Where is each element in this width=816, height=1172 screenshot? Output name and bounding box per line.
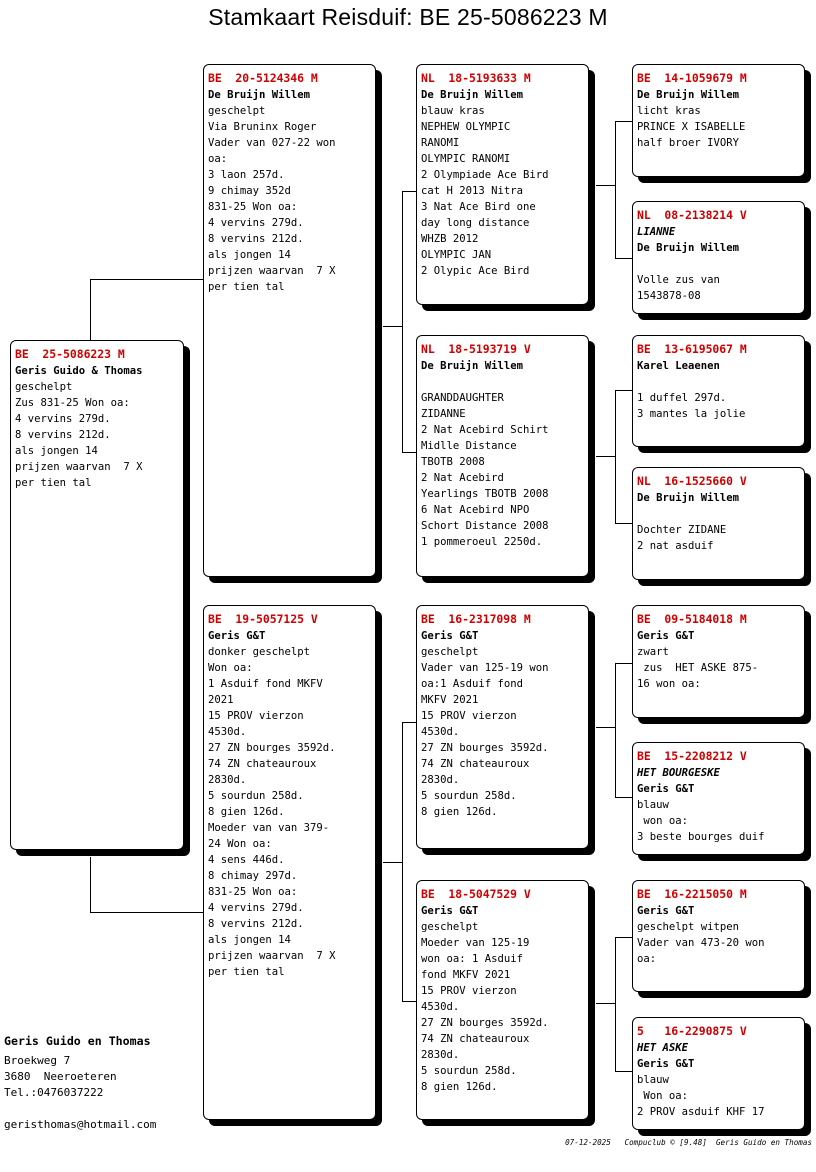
ring-number: 5 16-2290875 V [637,1024,747,1038]
info-line: geschelpt [15,381,73,393]
owner-name: Geris G&T [208,630,266,642]
info-line: 4530d. [208,726,247,738]
connector-line [402,1001,417,1002]
owner-name: De Bruijn Willem [421,360,524,372]
pigeon-card-mother[interactable] [203,605,376,1120]
info-line: blauw kras [421,105,485,117]
info-line: 3 Nat Ace Bird one [421,201,536,213]
info-line: 831-25 Won oa: [208,201,298,213]
info-line: 8 chimay 297d. [208,870,298,882]
info-line: Won oa: [208,662,253,674]
info-line: 6 Nat Acebird NPO [421,504,530,516]
info-line: 2 PROV asduif KHF 17 [637,1106,765,1118]
ring-number: BE 14-1059679 M [637,71,747,85]
info-line: 2830d. [421,774,460,786]
info-line: 8 vervins 212d. [208,918,304,930]
pigeon-card-father-father[interactable] [416,64,589,305]
info-line: 4 vervins 279d. [208,217,304,229]
info-line: 16 won oa: [637,678,701,690]
info-line: Yearlings TBOTB 2008 [421,488,549,500]
ring-number: NL 08-2138214 V [637,208,747,222]
info-line: 2 Nat Acebird Schirt [421,424,549,436]
connector-line [615,523,632,524]
info-line: 1 pommeroeul 2250d. [421,536,543,548]
info-line: 3 beste bourges duif [637,831,765,843]
info-line: Vader van 473-20 won [637,937,765,949]
info-line: 15 PROV vierzon [208,710,304,722]
connector-line [615,258,632,259]
info-line: licht kras [637,105,701,117]
info-line: 8 gien 126d. [421,1081,498,1093]
info-line: 4 vervins 279d. [15,413,111,425]
ring-number: BE 18-5047529 V [421,887,531,901]
pigeon-name: HET BOURGESKE [637,767,720,779]
connector-line [615,1071,632,1072]
pigeon-card-mmm[interactable] [632,1017,805,1130]
footer-credit: 07-12-2025 Compuclub © [9.48] Geris Guido en Thomas [565,1138,812,1147]
info-line: WHZB 2012 [421,233,479,245]
pigeon-card-fff[interactable] [632,64,805,177]
ring-number: BE 15-2208212 V [637,749,747,763]
info-line: 8 gien 126d. [208,806,285,818]
owner-name: Karel Leaenen [637,360,720,372]
pigeon-card-mfm[interactable] [632,742,805,855]
info-line: als jongen 14 [15,445,98,457]
info-line: day long distance [421,217,530,229]
connector-line [90,279,91,340]
info-line: OLYMPIC RANOMI [421,153,511,165]
connector-line [615,390,632,391]
connector-line [402,722,403,1001]
info-line: 15 PROV vierzon [421,710,517,722]
ring-number: BE 13-6195067 M [637,342,747,356]
info-line: per tien tal [15,477,92,489]
info-line: zus HET ASKE 875- [637,662,759,674]
info-line: oa: [637,953,657,965]
pigeon-card-mff[interactable] [632,605,805,718]
connector-line [402,452,417,453]
breeder-email[interactable]: geristhomas@hotmail.com [4,1118,157,1131]
connector-line [615,937,616,1071]
pigeon-name: LIANNE [637,226,676,238]
info-line: 3 mantes la jolie [637,408,746,420]
info-line: 27 ZN bourges 3592d. [421,742,549,754]
info-line: Moeder van van 379- [208,822,330,834]
connector-line [615,663,616,797]
owner-name: De Bruijn Willem [637,492,740,504]
info-line: prijzen waarvan 7 X [208,265,336,277]
info-line: 4530d. [421,1001,460,1013]
info-line: OLYMPIC JAN [421,249,492,261]
info-line: RANOMI [421,137,460,149]
owner-name: De Bruijn Willem [637,242,740,254]
ring-number: BE 19-5057125 V [208,612,318,626]
info-line: 2021 [208,694,234,706]
info-line: 2830d. [208,774,247,786]
connector-line [90,912,204,913]
ring-number: BE 16-2215050 M [637,887,747,901]
connector-line [596,185,615,186]
info-line: 8 vervins 212d. [15,429,111,441]
ring-number: NL 18-5193719 V [421,342,531,356]
pigeon-card-mother-father[interactable] [416,605,589,849]
info-line: 831-25 Won oa: [208,886,298,898]
info-line: 27 ZN bourges 3592d. [208,742,336,754]
pigeon-card-father[interactable] [203,64,376,577]
info-line: Schort Distance 2008 [421,520,549,532]
info-line: GRANDDAUGHTER [421,392,504,404]
info-line: 15 PROV vierzon [421,985,517,997]
owner-name: Geris G&T [421,630,479,642]
owner-name: Geris G&T [421,905,479,917]
page-title: Stamkaart Reisduif: BE 25-5086223 M [208,4,608,30]
owner-name: De Bruijn Willem [637,89,740,101]
info-line: 5 sourdun 258d. [421,790,517,802]
info-line: Midlle Distance [421,440,517,452]
info-line: Via Bruninx Roger [208,121,317,133]
info-line: 74 ZN chateauroux [208,758,317,770]
info-line: geschelpt witpen [637,921,740,933]
info-line: geschelpt [208,105,266,117]
ring-number: NL 16-1525660 V [637,474,747,488]
info-line: fond MKFV 2021 [421,969,511,981]
info-line: 1543878-08 [637,290,701,302]
connector-line [615,937,632,938]
connector-line [402,191,403,452]
info-line: Vader van 125-19 won [421,662,549,674]
breeder-info [4,1033,156,1133]
info-line: ZIDANNE [421,408,466,420]
info-line: 4530d. [421,726,460,738]
connector-line [596,456,615,457]
owner-name: De Bruijn Willem [208,89,311,101]
info-line [421,374,584,390]
info-line: Won oa: [637,1090,689,1102]
connector-line [90,857,91,912]
breeder-name: Geris Guido en Thomas [4,1034,151,1048]
info-line: 1 duffel 297d. [637,392,727,404]
info-line: 8 vervins 212d. [208,233,304,245]
info-line [637,374,800,390]
info-line: geschelpt [421,921,479,933]
connector-line [402,191,417,192]
breeder-city: 3680 Neeroeteren [4,1070,117,1083]
pigeon-name: HET ASKE [637,1042,689,1054]
connector-line [615,663,632,664]
info-line: 1 Asduif fond MKFV [208,678,323,690]
info-line: per tien tal [208,966,285,978]
owner-name: Geris G&T [637,1058,695,1070]
info-line: donker geschelpt [208,646,311,658]
info-line: oa: [208,153,228,165]
connector-line [596,1003,615,1004]
info-line: PRINCE X ISABELLE [637,121,746,133]
ring-number: BE 25-5086223 M [15,347,125,361]
info-line: prijzen waarvan 7 X [15,461,143,473]
info-line: half broer IVORY [637,137,740,149]
info-line: Volle zus van [637,274,720,286]
ring-number: BE 16-2317098 M [421,612,531,626]
info-line: 5 sourdun 258d. [421,1065,517,1077]
info-line: als jongen 14 [208,249,291,261]
info-line: MKFV 2021 [421,694,479,706]
info-line: 3 laon 257d. [208,169,285,181]
connector-line [615,797,632,798]
info-line: blauw [637,1074,669,1086]
info-line: 5 sourdun 258d. [208,790,304,802]
connector-line [615,121,632,122]
info-line: 2 Nat Acebird [421,472,504,484]
info-line: Dochter ZIDANE [637,524,727,536]
connector-line [596,727,615,728]
ring-number: BE 20-5124346 M [208,71,318,85]
owner-name: Geris Guido & Thomas [15,365,143,377]
pigeon-card-father-mother[interactable] [416,335,589,577]
connector-line [615,390,616,523]
ring-number: BE 09-5184018 M [637,612,747,626]
info-line: 24 Won oa: [208,838,272,850]
pigeon-card-mother-mother[interactable] [416,880,589,1120]
info-line: oa:1 Asduif fond [421,678,524,690]
pigeon-card-ffm[interactable] [632,201,805,314]
info-line: 74 ZN chateauroux [421,1033,530,1045]
info-line: 2830d. [421,1049,460,1061]
info-line: TBOTB 2008 [421,456,485,468]
info-line: 4 sens 446d. [208,854,285,866]
info-line: 2 nat asduif [637,540,714,552]
info-line [637,506,800,522]
pigeon-card-mmf[interactable] [632,880,805,992]
info-line: zwart [637,646,669,658]
breeder-street: Broekweg 7 [4,1054,71,1067]
info-line: 2 Olypic Ace Bird [421,265,530,277]
connector-line [383,326,402,327]
connector-line [383,862,402,863]
info-line: won oa: 1 Asduif [421,953,524,965]
info-line: 2 Olympiade Ace Bird [421,169,549,181]
info-line: als jongen 14 [208,934,291,946]
owner-name: Geris G&T [637,783,695,795]
owner-name: Geris G&T [637,630,695,642]
info-line: 27 ZN bourges 3592d. [421,1017,549,1029]
info-line: Vader van 027-22 won [208,137,336,149]
info-line: NEPHEW OLYMPIC [421,121,511,133]
info-line: 74 ZN chateauroux [421,758,530,770]
connector-line [402,722,417,723]
info-line: cat H 2013 Nitra [421,185,524,197]
owner-name: Geris G&T [637,905,695,917]
connector-line [90,279,204,280]
ring-number: NL 18-5193633 M [421,71,531,85]
info-line: 4 vervins 279d. [208,902,304,914]
info-line: prijzen waarvan 7 X [208,950,336,962]
info-line: geschelpt [421,646,479,658]
info-line: per tien tal [208,281,285,293]
connector-line [615,121,616,258]
info-line: 9 chimay 352d [208,185,291,197]
pigeon-card-fmf[interactable] [632,335,805,447]
info-line: Zus 831-25 Won oa: [15,397,130,409]
breeder-phone: Tel.:0476037222 [4,1086,104,1099]
pigeon-card-fmm[interactable] [632,467,805,580]
pigeon-card-subject[interactable] [10,340,184,850]
info-line: won oa: [637,815,689,827]
info-line [637,256,800,272]
owner-name: De Bruijn Willem [421,89,524,101]
info-line: 8 gien 126d. [421,806,498,818]
info-line: blauw [637,799,669,811]
info-line: Moeder van 125-19 [421,937,530,949]
